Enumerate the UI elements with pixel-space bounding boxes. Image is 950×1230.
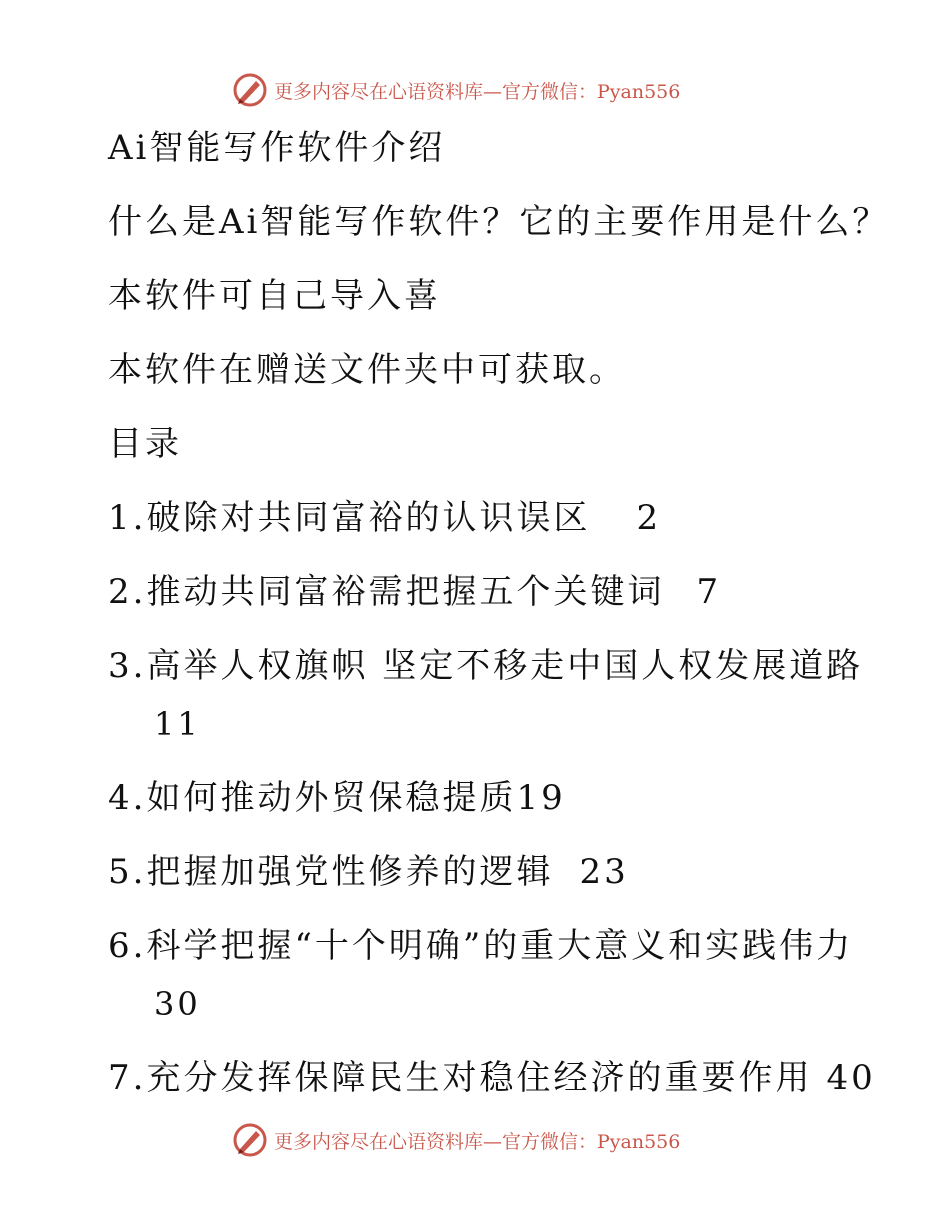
pen-logo-icon: [232, 1122, 268, 1158]
toc-item-label: 5.把握加强党性修养的逻辑: [108, 852, 554, 892]
toc-item: [108, 852, 629, 892]
toc-item: [108, 646, 863, 686]
toc-item-page: 40: [826, 1058, 876, 1098]
toc-item: [108, 778, 566, 818]
toc-item-page: 19: [516, 778, 566, 818]
toc-item: [108, 572, 721, 612]
toc-item: [108, 498, 661, 538]
toc-item-label: 7.充分发挥保障民生对稳住经济的重要作用: [108, 1058, 813, 1098]
toc-item-label: 3.高举人权旗帜 坚定不移走中国人权发展道路: [108, 646, 864, 686]
document-question: 什么是Ai智能写作软件？它的主要作用是什么？: [108, 202, 890, 242]
toc-item-page: 2: [636, 498, 662, 538]
toc-item: [108, 926, 853, 966]
pen-logo-icon: [232, 72, 268, 108]
toc-item-label: 1.破除对共同富裕的认识误区: [108, 498, 591, 538]
toc-heading: 目录: [108, 424, 182, 464]
toc-item-page: 7: [696, 572, 722, 612]
toc-item: [108, 1058, 876, 1098]
document-title: Ai智能写作软件介绍: [108, 128, 446, 168]
toc-item-label: 2.推动共同富裕需把握五个关键词: [108, 572, 665, 612]
toc-item-label: 6.科学把握“十个明确”的重大意义和实践伟力: [108, 926, 854, 966]
document-line-2: 本软件在赠送文件夹中可获取。: [108, 350, 626, 390]
toc-item-label: 4.如何推动外贸保稳提质: [108, 778, 517, 818]
toc-item-page: 30: [154, 985, 201, 1023]
watermark-text: 更多内容尽在心语资料库—官方微信：Pyan556: [274, 80, 681, 103]
watermark-banner-top: [232, 70, 680, 110]
watermark-banner-bottom: [232, 1120, 680, 1160]
toc-item-page: 11: [154, 705, 201, 743]
toc-item-page: 23: [579, 852, 629, 892]
document-line-1: 本软件可自己导入喜: [108, 276, 441, 316]
watermark-text: 更多内容尽在心语资料库—官方微信：Pyan556: [274, 1130, 681, 1153]
